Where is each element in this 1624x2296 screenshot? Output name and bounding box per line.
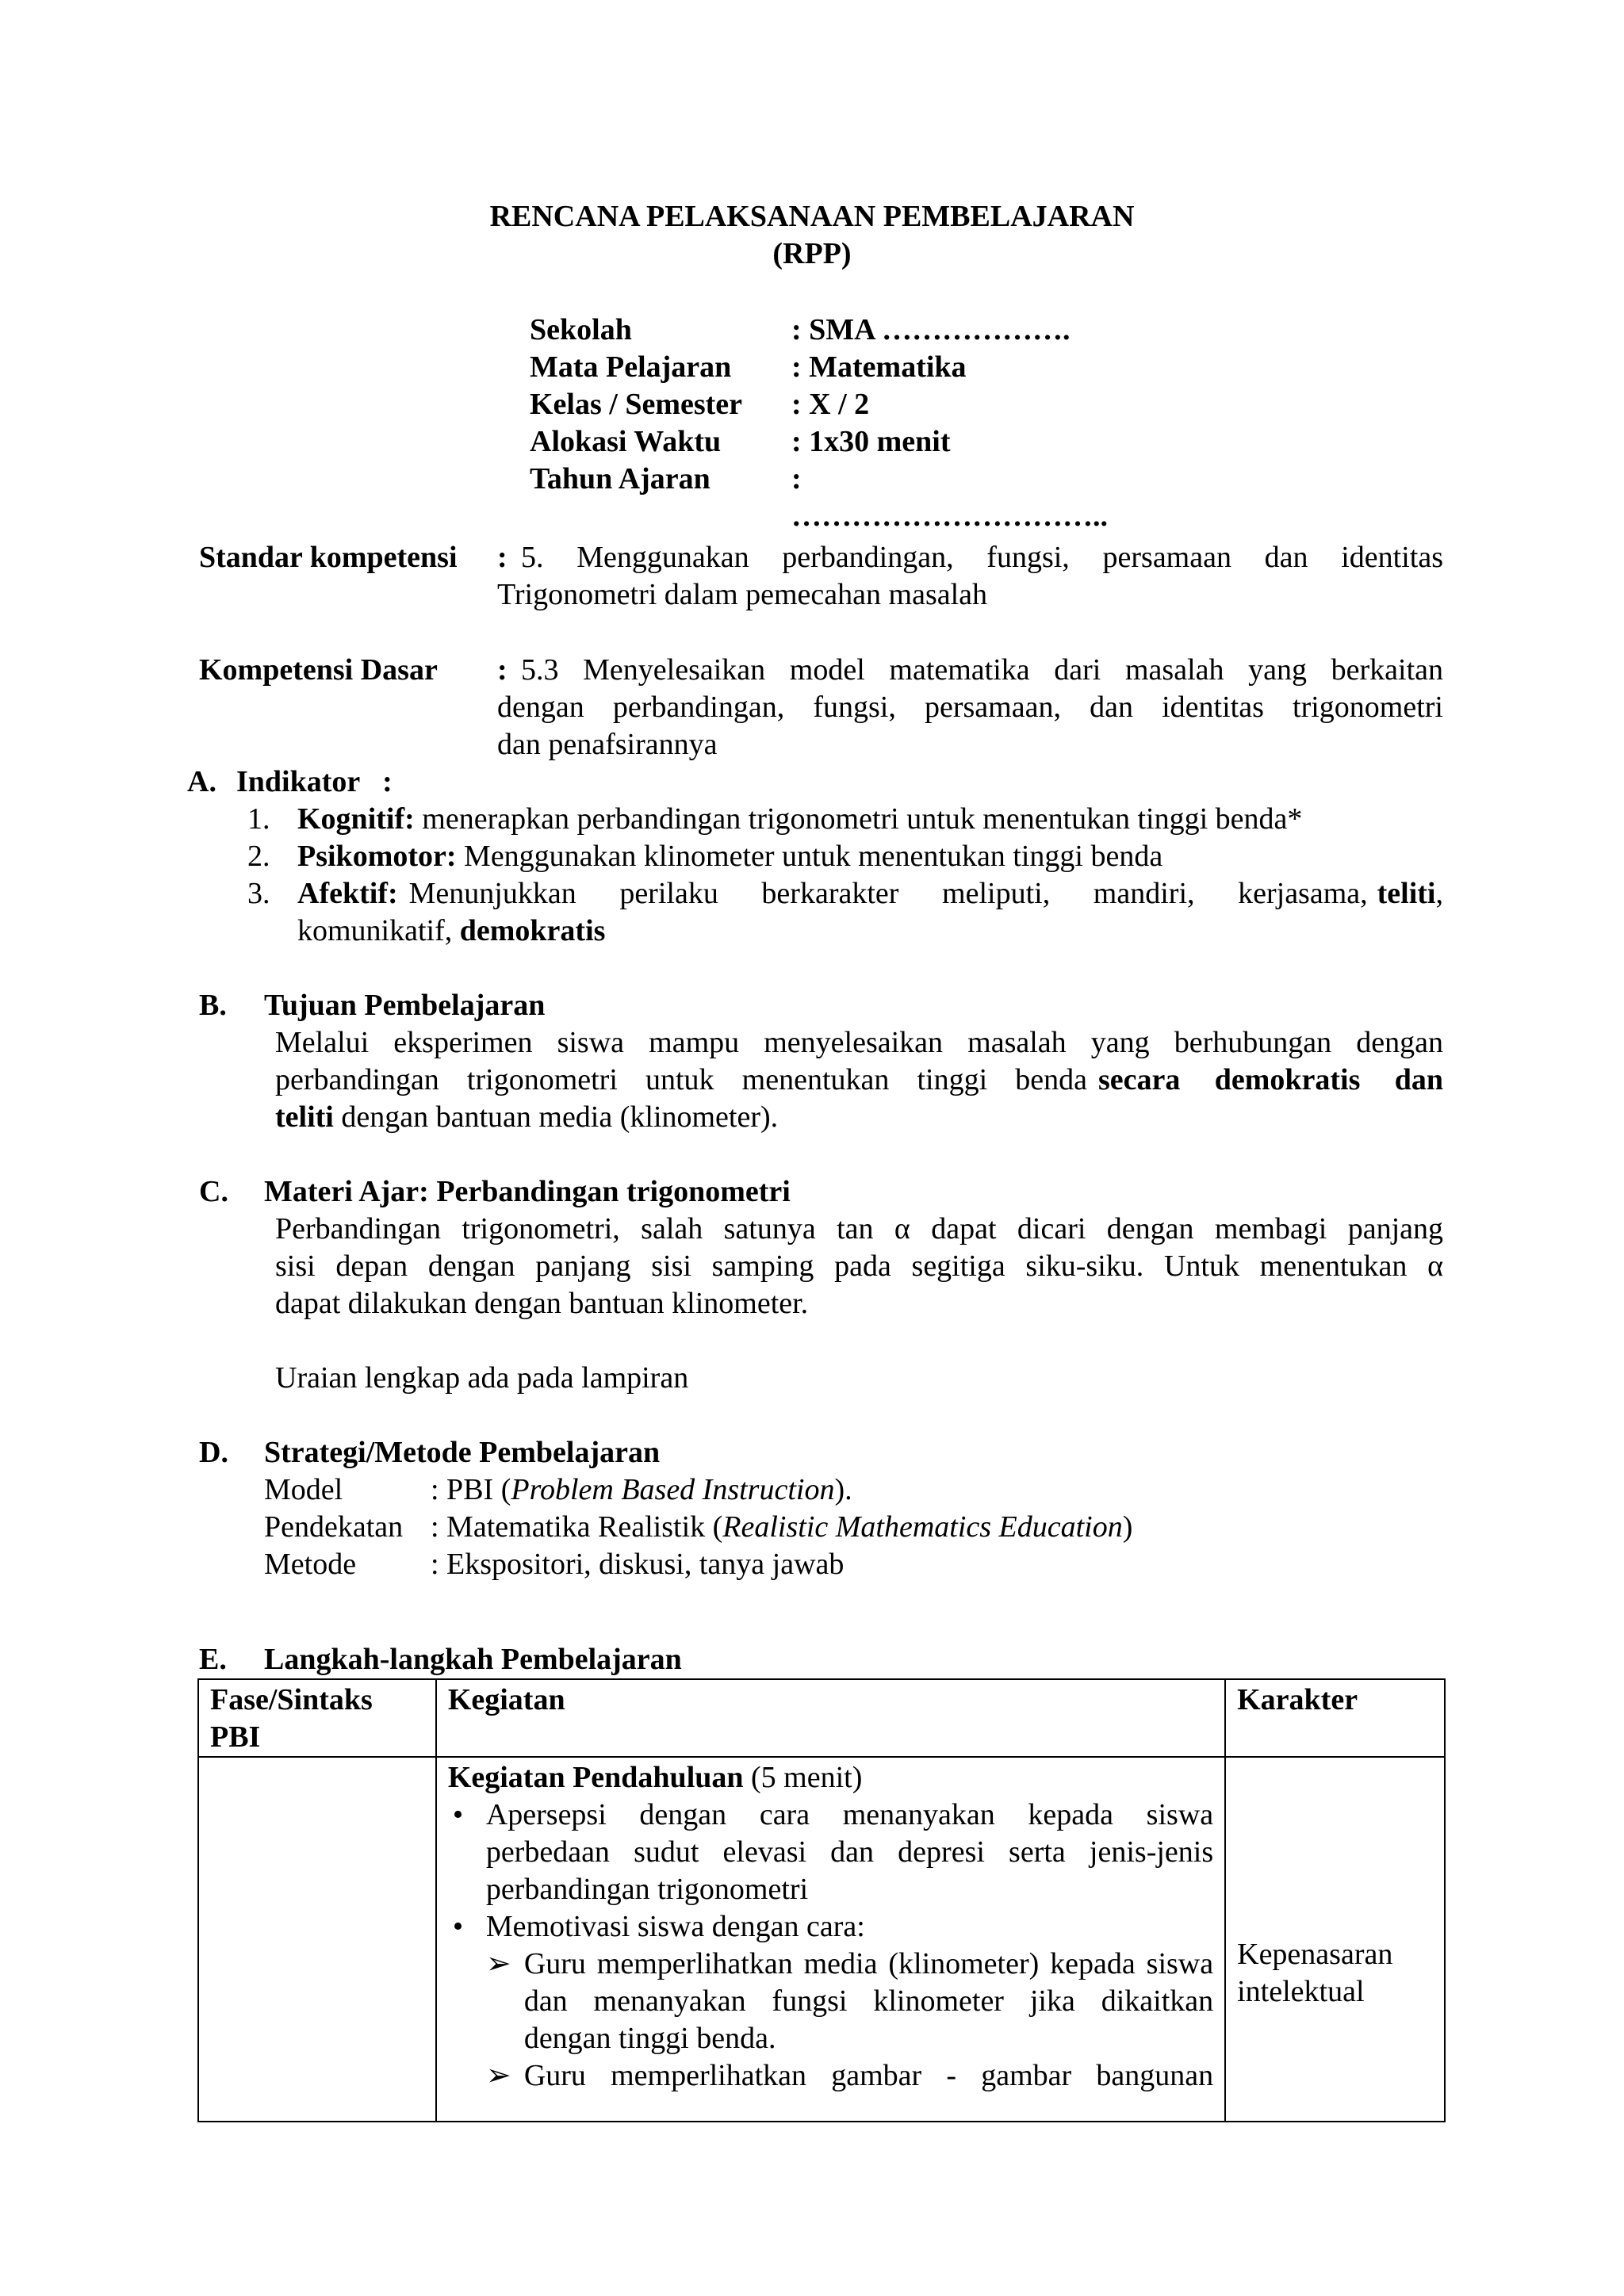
indicator-number: 2.	[247, 840, 270, 873]
bullet-icon: •	[452, 1910, 464, 1943]
header-fase: Fase/Sintaks PBI	[198, 1679, 436, 1757]
identity-value: : 1x30 menit	[791, 425, 951, 458]
indicator-item-3-line2	[297, 913, 605, 950]
strategi-text: )	[1122, 1510, 1133, 1544]
strategi-label: Pendekatan	[264, 1510, 404, 1544]
indicator-text: komunikatif,	[297, 914, 460, 947]
strategi-text: : PBI (	[431, 1473, 511, 1506]
section-c-heading: Materi Ajar: Perbandingan trigonometri	[264, 1175, 791, 1208]
materi-line1: Perbandingan trigonometri, salah satunya tan α dapat dicari dengan membagi panjang	[275, 1212, 1443, 1246]
indicator-text: menerapkan perbandingan trigonometri untuk menentukan tinggi benda*	[414, 802, 1303, 836]
header-kegiatan: Kegiatan	[436, 1679, 1225, 1757]
kegiatan-time: (5 menit)	[743, 1761, 863, 1794]
langkah-table	[197, 1678, 1446, 2122]
indicator-number: 1.	[247, 802, 270, 836]
section-a-letter: A.	[187, 765, 216, 798]
identity-label: Kelas / Semester	[530, 388, 743, 421]
kegiatan-cell	[436, 1757, 1225, 2122]
identity-value: : Matematika	[791, 350, 967, 384]
kompetensi-line1: 5.3 Menyelesaikan model matematika dari masalah yang berkaitan	[521, 653, 1443, 687]
section-c-letter: C.	[199, 1175, 228, 1208]
arrow-bullet-icon: ➢	[485, 1947, 511, 1980]
page-title: RENCANA PELAKSANAAN PEMBELAJARAN	[489, 200, 1135, 233]
materi-line2: sisi depan dengan panjang sisi samping pada segitiga siku-siku. Untuk menentukan α	[275, 1249, 1443, 1283]
strategi-value	[431, 1546, 844, 1583]
strategi-text: : Ekspositori, diskusi, tanya jawab	[431, 1548, 845, 1581]
bullet-icon: •	[452, 1798, 464, 1831]
indicator-item-2	[297, 838, 1162, 875]
section-b-letter: B.	[199, 989, 227, 1022]
bullet-text: Memotivasi siswa dengan cara:	[485, 1910, 865, 1943]
karakter-cell	[1225, 1757, 1445, 2122]
materi-note: Uraian lengkap ada pada lampiran	[275, 1361, 689, 1395]
section-d-letter: D.	[199, 1436, 228, 1469]
tujuan-bold: teliti	[275, 1100, 334, 1134]
list-item	[448, 1908, 1213, 1946]
sub-bullet-text: Guru memperlihatkan media (klinometer) kepada siswa dan menanyakan fungsi klinometer jika dikaitkan dengan tinggi benda.	[523, 1947, 1214, 2055]
indicator-text: Menggunakan klinometer untuk menentukan tinggi benda	[456, 840, 1163, 873]
identity-block	[530, 312, 1108, 533]
section-d-heading: Strategi/Metode Pembelajaran	[264, 1436, 661, 1469]
tujuan-line3	[275, 1099, 778, 1136]
kompetensi-colon: :	[497, 653, 508, 687]
identity-value: : X / 2	[791, 388, 870, 421]
indicator-label: Psikomotor:	[297, 840, 457, 873]
list-item	[448, 1797, 1213, 1908]
kompetensi-line3: dan penafsirannya	[497, 728, 718, 761]
strategi-text: ).	[834, 1473, 852, 1506]
standar-colon: :	[497, 541, 508, 574]
indicator-label: Afektif:	[297, 877, 398, 910]
identity-label: Mata Pelajaran	[530, 350, 732, 384]
section-e-letter: E.	[199, 1643, 227, 1676]
identity-value: : …………………………..	[791, 462, 1108, 533]
indicator-item-1	[297, 801, 1302, 838]
strategi-value	[431, 1509, 1132, 1546]
identity-row	[530, 461, 1108, 533]
strategi-text: : Matematika Realistik (	[431, 1510, 723, 1544]
strategi-italic: Problem Based Instruction	[511, 1473, 835, 1506]
kompetensi-line2: dengan perbandingan, fungsi, persamaan, dan identitas trigonometri	[497, 691, 1443, 724]
tujuan-line2	[275, 1062, 1443, 1099]
kegiatan-title-text: Kegiatan Pendahuluan	[447, 1761, 744, 1794]
header-karakter: Karakter	[1225, 1679, 1445, 1757]
standar-line1: 5. Menggunakan perbandingan, fungsi, persamaan dan identitas	[521, 541, 1443, 574]
materi-line3: dapat dilakukan dengan bantuan klinometer.	[275, 1287, 809, 1320]
fase-cell	[198, 1757, 436, 2122]
karakter-text: Kepenasaran intelektual	[1237, 1938, 1393, 2008]
identity-row	[530, 423, 1085, 461]
identity-label: Alokasi Waktu	[530, 425, 722, 458]
indicator-bold: demokratis	[459, 914, 606, 947]
bullet-text: Apersepsi dengan cara menanyakan kepada siswa perbedaan sudut elevasi dan depresi serta jenis-jenis perbandingan trigonometri	[485, 1798, 1214, 1906]
indicator-text: Menunjukkan perilaku berkarakter meliputi, mandiri, kerjasama,	[408, 877, 1368, 910]
identity-value: : SMA ……………….	[791, 313, 1071, 346]
standar-label: Standar kompetensi	[199, 541, 458, 574]
table-header-row	[198, 1679, 1445, 1757]
list-item	[448, 2057, 1213, 2095]
strategi-label: Metode	[264, 1548, 357, 1581]
standar-line2: Trigonometri dalam pemecahan masalah	[497, 578, 988, 611]
identity-row	[530, 386, 1085, 423]
section-a-heading: Indikator :	[236, 765, 393, 798]
section-e-heading: Langkah-langkah Pembelajaran	[264, 1643, 682, 1676]
indicator-item-3	[297, 875, 1443, 913]
tujuan-line1: Melalui eksperimen siswa mampu menyelesaikan masalah yang berhubungan dengan	[275, 1026, 1443, 1059]
list-item	[448, 1946, 1213, 2057]
arrow-bullet-icon: ➢	[485, 2059, 511, 2092]
indicator-comma: ,	[1435, 877, 1443, 910]
identity-label: Sekolah	[530, 313, 632, 346]
tujuan-text: dengan bantuan media (klinometer).	[333, 1100, 779, 1134]
identity-row	[530, 349, 1085, 386]
kompetensi-label: Kompetensi Dasar	[199, 653, 438, 687]
indicator-number: 3.	[247, 877, 270, 910]
section-b-heading: Tujuan Pembelajaran	[264, 989, 546, 1022]
strategi-value	[431, 1471, 852, 1509]
sub-bullet-text: Guru memperlihatkan gambar - gambar bangunan	[523, 2059, 1214, 2092]
strategi-label: Model	[264, 1473, 343, 1506]
table-row	[198, 1757, 1445, 2122]
kegiatan-title	[448, 1759, 1213, 1797]
identity-label: Tahun Ajaran	[530, 462, 710, 496]
indicator-label: Kognitif:	[297, 802, 415, 836]
indicator-bold: teliti	[1377, 877, 1436, 910]
page-subtitle: (RPP)	[772, 237, 852, 270]
strategi-italic: Realistic Mathematics Education	[722, 1510, 1123, 1544]
tujuan-bold: secara demokratis dan	[1098, 1063, 1443, 1096]
tujuan-text: perbandingan trigonometri untuk menentukan tinggi benda	[275, 1063, 1087, 1096]
identity-row	[530, 312, 1085, 349]
